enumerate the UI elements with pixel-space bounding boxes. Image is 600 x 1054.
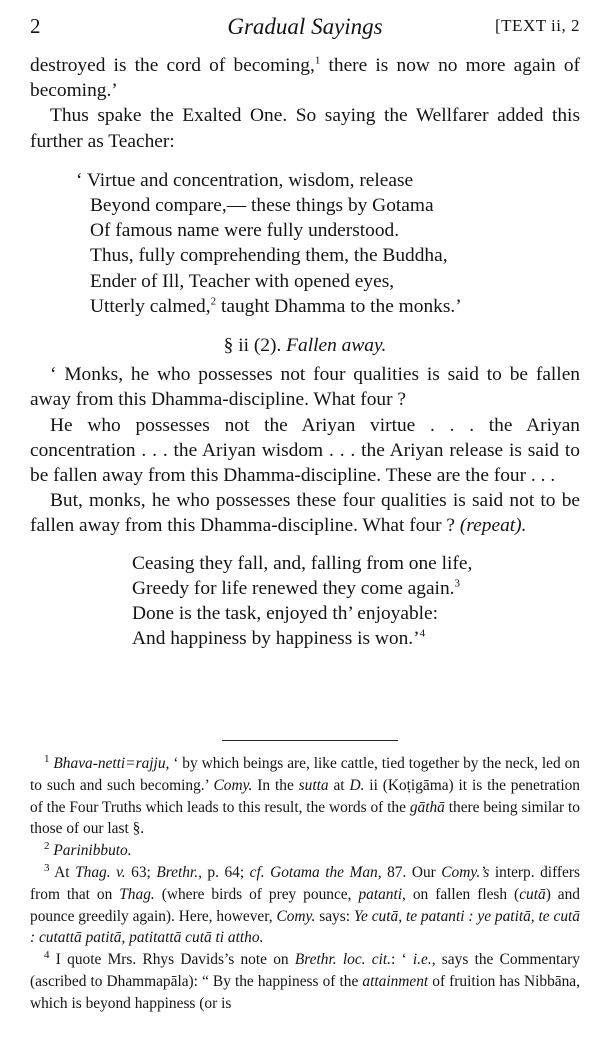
footnotes xyxy=(30,753,580,1015)
fn1-ref: D. xyxy=(349,776,365,794)
verse-line xyxy=(132,576,580,601)
footnote-ref-4: 4 xyxy=(419,627,426,640)
fn3-text: says: xyxy=(315,907,354,925)
verse-1 xyxy=(30,168,580,319)
main-text xyxy=(30,53,580,651)
fn1-comy: Comy. xyxy=(213,776,253,794)
paragraph-3: ‘ Monks, he who possesses not four qualities is said to be fallen away from this Dhamma-discipline. What four ? xyxy=(30,364,580,411)
fn1-text: at xyxy=(328,776,350,794)
fn4-attainment: attainment xyxy=(362,972,429,990)
paragraph-1 xyxy=(30,53,580,103)
footnote-number: 2 xyxy=(44,840,50,853)
fn3-comy: Comy. xyxy=(276,907,316,925)
section-number: § ii (2). xyxy=(223,335,282,357)
footnote-number: 4 xyxy=(44,949,50,962)
running-head xyxy=(30,14,580,42)
verse-line-text: Utterly calmed, xyxy=(90,295,211,317)
verse-line: Done is the task, enjoyed th’ enjoyable: xyxy=(132,603,439,625)
verse-line-text: Greedy for life renewed they come again. xyxy=(132,577,455,599)
verse-line: Ceasing they fall, and, falling from one life, xyxy=(132,552,473,574)
fn4-text: says the Commentary (ascribed to Dhammapāla): “ By the happiness of the xyxy=(30,951,580,990)
para1-end: there is now no more again of becoming.’ xyxy=(30,55,580,102)
fn4-brethr: Brethr. loc. cit. xyxy=(294,951,391,969)
verse-line: Of famous name were fully understood. xyxy=(90,220,400,242)
fn3-patanti: patanti, xyxy=(358,885,406,903)
fn1-term: Bhava-netti=rajju, xyxy=(53,755,170,772)
fn1-text: there being similar to those of our last §. xyxy=(30,798,580,838)
verse-line xyxy=(76,294,580,319)
verse-2 xyxy=(30,551,580,652)
footnote-ref-1: 1 xyxy=(314,54,321,67)
verse-line: Ender of Ill, Teacher with opened eyes, xyxy=(90,270,395,292)
fn3-text: (where birds of prey pounce, xyxy=(154,885,359,903)
page-number: 2 xyxy=(30,14,41,38)
footnote-ref-2: 2 xyxy=(210,295,217,308)
fn4-text: of fruition has Nibbāna, which is beyond happiness (or is xyxy=(30,972,580,1012)
section-heading xyxy=(30,333,580,358)
text-reference: [TEXT ii, 2 xyxy=(495,16,580,35)
footnote-3 xyxy=(30,862,580,949)
verse-line-text: And happiness by happiness is won.’ xyxy=(132,628,420,650)
fn3-text: p. 64; xyxy=(201,863,250,881)
fn2-term: Parinibbuto. xyxy=(53,842,132,860)
fn1-gatha: gāthā xyxy=(409,798,445,816)
fn4-text: I quote Mrs. Rhys Davids’s note on xyxy=(55,951,295,969)
footnote-number: 1 xyxy=(44,752,50,765)
verse-line-end: taught Dhamma to the monks.’ xyxy=(216,295,462,317)
fn3-text: At xyxy=(54,863,76,881)
fn3-cuta: cutā xyxy=(519,885,546,903)
fn1-text: In the xyxy=(252,776,299,794)
footnote-1 xyxy=(30,753,580,840)
fn3-text: interp. differs from that on xyxy=(30,863,580,903)
fn3-text: ) and pounce greedily again). Here, however, xyxy=(30,885,580,925)
fn3-comy: Comy.’s xyxy=(441,863,490,881)
paragraph-4: He who possesses not the Ariyan virtue . . . the Ariyan concentration . . . the Ariyan wisdom . . . the Ariyan release is said to be fallen away from this Dhamma-discipline. These are the four . . . xyxy=(30,414,580,487)
verse-line: Beyond compare,— these things by Gotama xyxy=(90,195,434,217)
fn3-brethr: Brethr., xyxy=(156,863,202,881)
fn3-text: 87. Our xyxy=(381,863,442,881)
fn3-cf: cf. Gotama the Man, xyxy=(249,863,382,881)
section-title: Fallen away. xyxy=(286,335,387,357)
verse-line xyxy=(132,626,580,651)
para1-text: destroyed is the cord of becoming, xyxy=(30,55,315,76)
fn3-text: on fallen flesh ( xyxy=(405,885,520,903)
paragraph-2: Thus spake the Exalted One. So saying the Wellfarer added this further as Teacher: xyxy=(30,105,580,152)
repeat-note: (repeat). xyxy=(459,515,527,537)
para5-text: But, monks, he who possesses these four qualities is said not to be fallen away from this Dhamma-discipline. What four ? xyxy=(30,490,580,537)
fn1-text: ii (Koṭigāma) it is the penetration of the Four Truths which leads to this result, the words of the xyxy=(30,776,580,816)
fn4-ie: i.e., xyxy=(412,951,436,969)
verse-line: ‘ Virtue and concentration, wisdom, release xyxy=(76,169,414,191)
fn1-sutta: sutta xyxy=(298,776,329,794)
footnote-4 xyxy=(30,949,580,1014)
footnote-number: 3 xyxy=(44,861,50,874)
fn1-text: ‘ by which beings are, like cattle, tied together by the neck, led on to such and such becoming.’ xyxy=(30,755,580,794)
fn3-thag: Thag. v. xyxy=(75,863,126,881)
fn3-text: 63; xyxy=(125,863,157,881)
fn4-text: : ‘ xyxy=(391,951,413,969)
fn3-thag: Thag. xyxy=(119,885,155,903)
footnote-ref-3: 3 xyxy=(454,577,460,590)
fn3-pali: Ye cutā, te patanti : ye patitā, te cutā : cutattā patitā, patitattā cutā ti attho. xyxy=(30,907,580,947)
footnote-rule xyxy=(222,740,398,741)
verse-line: Thus, fully comprehending them, the Buddha, xyxy=(90,245,448,267)
running-title: Gradual Sayings xyxy=(227,14,383,39)
paragraph-5 xyxy=(30,488,580,538)
footnote-2 xyxy=(30,840,580,862)
